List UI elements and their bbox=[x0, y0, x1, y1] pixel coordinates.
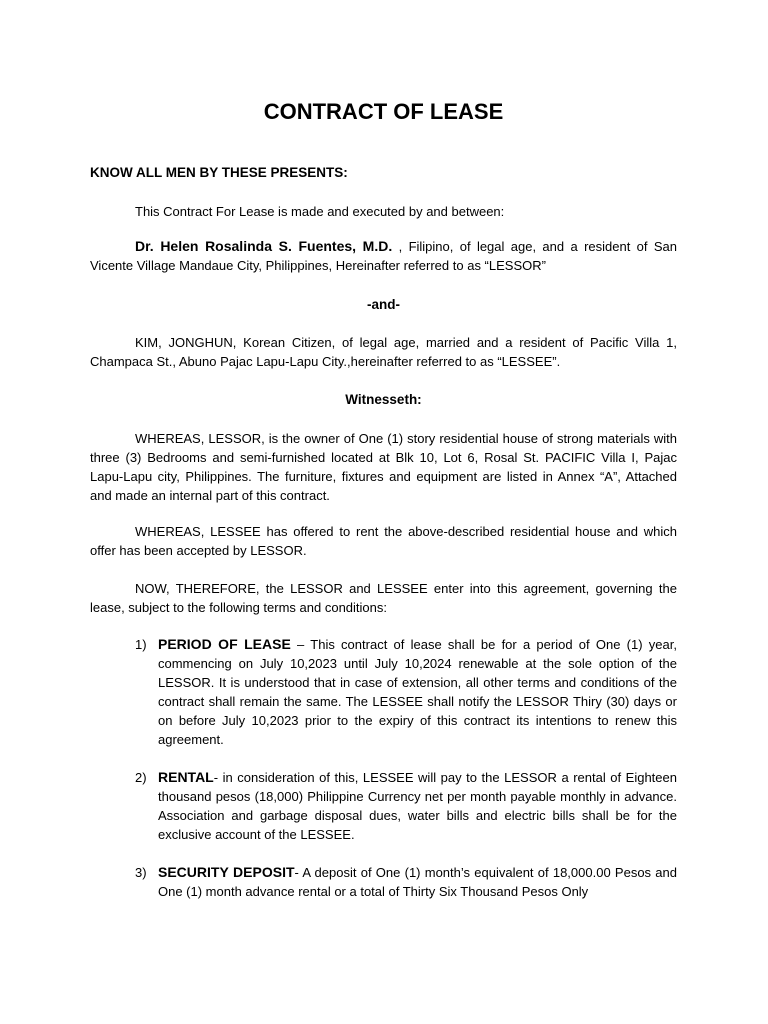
term-body bbox=[158, 635, 677, 749]
term-text: - in consideration of this, LESSEE will pay to the LESSOR a rental of Eighteen thousand pesos (18,000) Philippine Currency net per month payable monthly in advance. Association and garbage disposal dues, water bills and electric bills shall be for the exclusive account of the LESSEE. bbox=[158, 770, 677, 842]
know-all-heading: KNOW ALL MEN BY THESE PRESENTS: bbox=[90, 165, 348, 180]
lessor-name: Dr. Helen Rosalinda S. Fuentes, M.D. bbox=[135, 238, 393, 254]
lessor-text: , Filipino, of legal age, and a resident of San Vicente Village Mandaue City, Philippines, Hereinafter referred to as “LESSOR” bbox=[90, 239, 678, 273]
term-body bbox=[158, 768, 677, 844]
term-heading: RENTAL bbox=[158, 769, 214, 785]
term-body bbox=[158, 863, 677, 901]
witnesseth-heading: Witnesseth: bbox=[345, 392, 422, 407]
now-therefore-paragraph: NOW, THEREFORE, the LESSOR and LESSEE enter into this agreement, governing the lease, subject to the following terms and conditions: bbox=[90, 581, 677, 615]
term-number: 3) bbox=[135, 865, 147, 880]
intro-paragraph: This Contract For Lease is made and executed by and between: bbox=[135, 204, 505, 219]
and-separator: -and- bbox=[367, 297, 400, 312]
term-number: 1) bbox=[135, 637, 147, 652]
term-number: 2) bbox=[135, 770, 147, 785]
whereas-offer-paragraph: WHEREAS, LESSEE has offered to rent the above-described residential house and which offer has been accepted by LESSOR. bbox=[90, 524, 677, 558]
term-heading: SECURITY DEPOSIT bbox=[158, 864, 295, 880]
whereas-owner-paragraph: WHEREAS, LESSOR, is the owner of One (1) story residential house of strong materials with three (3) Bedrooms and semi-furnished located at Blk 10, Lot 6, Rosal St. PACIFIC Villa I, Pajac Lapu-Lapu city, Philippines. The furniture, fixtures and equipment are listed in Annex “A”, Attached and made an internal part of this contract. bbox=[90, 431, 677, 503]
document-title: CONTRACT OF LEASE bbox=[263, 99, 504, 124]
lessee-paragraph: KIM, JONGHUN, Korean Citizen, of legal age, married and a resident of Pacific Villa 1, Champaca St., Abuno Pajac Lapu-Lapu City.,hereinafter referred to as “LESSEE”. bbox=[90, 335, 677, 369]
lessor-paragraph bbox=[90, 237, 677, 275]
term-text: – This contract of lease shall be for a period of One (1) year, commencing on July 10,2023 until July 10,2024 renewable at the sole option of the LESSOR. It is understood that in case of extension, all other terms and conditions of the contract shall remain the same. The LESSEE shall notify the LESSOR Thiry (30) days or on before July 10,2023 prior to the expiry of this contract its intentions to renew this agreement. bbox=[158, 637, 677, 747]
term-text: - A deposit of One (1) month’s equivalent of 18,000.00 Pesos and One (1) month advance rental or a total of Thirty Six Thousand Pesos Only bbox=[158, 865, 677, 899]
term-heading: PERIOD OF LEASE bbox=[158, 636, 291, 652]
